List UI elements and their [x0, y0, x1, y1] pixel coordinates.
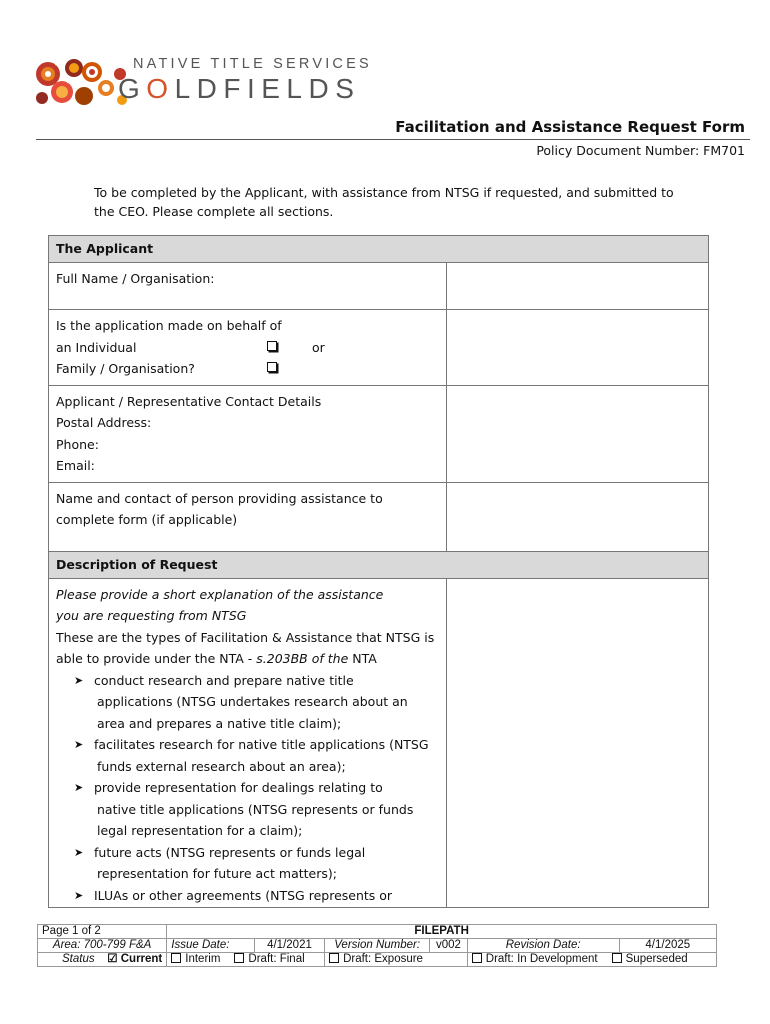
status-interim: Interim: [185, 953, 221, 965]
assistance-types-list: [56, 670, 439, 907]
arrow-bullet-icon: ➤: [74, 781, 84, 794]
document-footer: [37, 924, 717, 967]
section-header-description: Description of Request: [49, 551, 709, 578]
status-interim-cell[interactable]: [167, 953, 325, 967]
full-name-label: Full Name / Organisation:: [49, 263, 447, 310]
page-number: Page 1 of 2: [38, 925, 167, 939]
draft-exposure-checkbox: [329, 953, 339, 963]
description-field[interactable]: [447, 578, 709, 908]
logo-artwork: [34, 58, 130, 108]
arrow-bullet-icon: ➤: [74, 888, 84, 902]
status-exposure-cell[interactable]: [325, 953, 468, 967]
revision-date: 4/1/2025: [619, 939, 716, 953]
behalf-field[interactable]: [447, 310, 709, 386]
issue-date: 4/1/2021: [254, 939, 324, 953]
behalf-question: [49, 310, 447, 386]
contact-details-field[interactable]: [447, 385, 709, 482]
or-text: or: [312, 339, 325, 355]
individual-checkbox[interactable]: [267, 341, 277, 351]
interim-checkbox: [171, 953, 181, 963]
arrow-bullet-icon: ➤: [74, 738, 84, 751]
behalf-question-text: Is the application made on behalf of: [56, 318, 282, 333]
form-title: Facilitation and Assistance Request Form: [395, 118, 745, 136]
status-cell: [38, 953, 167, 967]
contact-heading: Applicant / Representative Contact Details: [56, 393, 322, 409]
filepath: FILEPATH: [167, 925, 717, 939]
arrow-bullet-icon: ➤: [74, 845, 84, 859]
draft-final-checkbox: [234, 953, 244, 963]
status-label: Status: [62, 953, 95, 965]
superseded-checkbox: [612, 953, 622, 963]
contact-details-label: [49, 385, 447, 482]
document-number: Policy Document Number: FM701: [536, 143, 745, 158]
version-label: Version Number:: [325, 939, 430, 953]
intro-text: To be completed by the Applicant, with assistance from NTSG if requested, and submitted to the CEO. Please complete all sections.: [94, 185, 674, 219]
issue-date-label: Issue Date:: [167, 939, 255, 953]
logo-subtitle: NATIVE TITLE SERVICES: [133, 56, 372, 72]
list-item: ➤ provide representation for dealings relating to native title applications (NTSG represents or funds legal representation for a claim);: [56, 777, 439, 842]
list-item: ➤ ILUAs or other agreements (NTSG represents or: [56, 885, 439, 907]
email-label: Email:: [56, 458, 95, 473]
phone-label: Phone:: [56, 436, 99, 452]
status-draft-exposure: Draft: Exposure: [343, 953, 423, 965]
list-item: ➤ future acts (NTSG represents or funds legal representation for future act matters);: [56, 842, 439, 885]
types-line-2: able to provide under the NTA - s.203BB of the NTA: [56, 651, 377, 666]
explain-line-1: Please provide a short explanation of the assistance: [56, 586, 384, 602]
description-instructions: [49, 578, 447, 908]
option-family-label: Family / Organisation?: [56, 361, 195, 376]
logo-title: GOLDFIELDS: [118, 73, 361, 104]
status-current: Current: [120, 953, 163, 965]
status-dev-cell[interactable]: [467, 953, 716, 967]
full-name-field[interactable]: [447, 263, 709, 310]
postal-address-label: Postal Address:: [56, 415, 152, 430]
checked-box-icon: ☑: [107, 953, 121, 965]
status-draft-dev: Draft: In Development: [485, 953, 598, 965]
draft-dev-checkbox: [472, 953, 482, 963]
header-divider: [36, 139, 750, 140]
area-code: Area: 700-799 F&A: [38, 939, 167, 953]
section-header-applicant: The Applicant: [49, 236, 709, 263]
list-item: ➤ facilitates research for native title applications (NTSG funds external research about an area);: [56, 734, 439, 777]
status-draft-final: Draft: Final: [248, 953, 305, 965]
status-superseded: Superseded: [625, 953, 688, 965]
version-number: v002: [430, 939, 468, 953]
revision-date-label: Revision Date:: [467, 939, 619, 953]
family-organisation-checkbox[interactable]: [267, 362, 277, 372]
option-individual-label: an Individual: [56, 339, 137, 355]
assistant-contact-field[interactable]: [447, 482, 709, 551]
list-item: ➤ conduct research and prepare native title applications (NTSG undertakes research about an area and prepares a native title claim);: [56, 670, 439, 735]
types-line-1: These are the types of Facilitation & Assistance that NTSG is: [56, 629, 435, 645]
explain-line-2: you are requesting from NTSG: [56, 608, 247, 623]
assistant-contact-label: Name and contact of person providing assistance to complete form (if applicable): [49, 482, 447, 551]
request-form-table: [48, 235, 709, 908]
arrow-bullet-icon: ➤: [74, 673, 84, 687]
